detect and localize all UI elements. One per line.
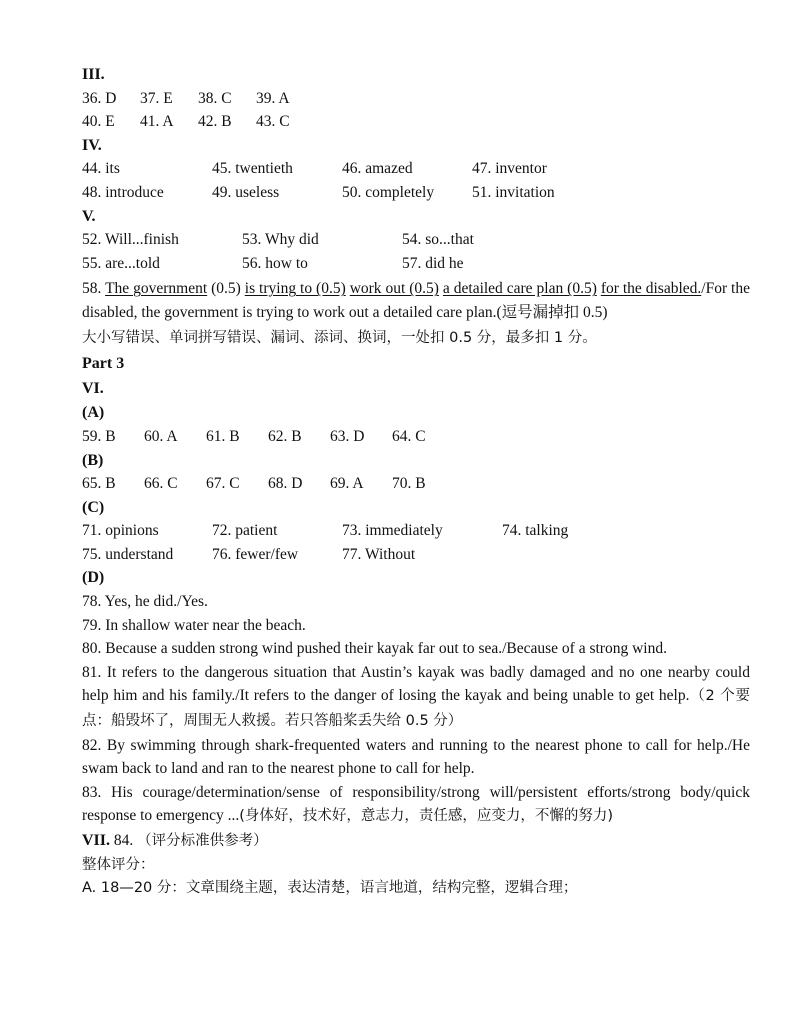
grading-note: （评分标准供参考） [137, 833, 268, 849]
answer-73: 73. immediately [342, 522, 443, 540]
answer-64: 64. C [392, 427, 426, 445]
answer-38: 38. C [198, 89, 232, 107]
q58-part-phrase: work out (0.5) [349, 280, 439, 298]
answer-81 [82, 661, 750, 734]
section-heading-v: V. [82, 207, 96, 225]
answer-43: 43. C [256, 113, 290, 131]
answer-83 [82, 781, 750, 829]
subsection-heading-c: (C) [82, 498, 105, 516]
answer-82: 82. By swimming through shark-frequented waters and running to the nearest phone to call for help./He swam back to land and ran to the nearest phone to call for help. [82, 736, 750, 778]
subsection-heading-a: (A) [82, 404, 105, 422]
answer-55: 55. are...told [82, 254, 160, 272]
answer-42: 42. B [198, 113, 232, 131]
answer-51: 51. invitation [472, 183, 555, 201]
answer-45: 45. twentieth [212, 160, 293, 178]
grade-a-criteria: A. 18—20 分：文章围绕主题，表达清楚，语言地道，结构完整，逻辑合理； [82, 880, 578, 897]
q58-part-tail: for the disabled. [600, 280, 702, 298]
answer-row [82, 157, 750, 181]
subsection-heading-d: (D) [82, 569, 105, 587]
answer-63: 63. D [330, 427, 365, 445]
q58-part-verb: is trying to (0.5) [244, 280, 346, 298]
answer-37: 37. E [140, 89, 173, 107]
answer-row [82, 472, 750, 496]
answer-row [82, 519, 750, 543]
answer-68: 68. D [268, 475, 303, 493]
answer-80: 80. Because a sudden strong wind pushed their kayak far out to sea./Because of a strong wind. [82, 640, 667, 658]
answer-row [82, 228, 750, 252]
answer-54: 54. so...that [402, 231, 474, 249]
section-heading-vii: VII. [82, 832, 111, 849]
answer-60: 60. A [144, 427, 178, 445]
answer-44: 44. its [82, 160, 120, 178]
answer-46: 46. amazed [342, 160, 413, 178]
answer-row [82, 87, 750, 111]
answer-48: 48. introduce [82, 183, 164, 201]
answer-74: 74. talking [502, 522, 569, 540]
answer-65: 65. B [82, 475, 116, 493]
q58-score: (0.5) [211, 280, 241, 298]
section-heading-iii: III. [82, 66, 105, 83]
answer-81-text: 81. It refers to the dangerous situation that Austin’s kayak was badly damaged and no one nearby could help him and his family./It refers to the danger of losing the kayak and being unable to get help. [82, 663, 750, 705]
answer-40: 40. E [82, 113, 115, 131]
subsection-heading-b: (B) [82, 451, 104, 469]
answer-57: 57. did he [402, 254, 464, 272]
answer-83-note: (身体好，技术好，意志力，责任感，应变力，不懈的努力) [239, 808, 614, 825]
answer-79: 79. In shallow water near the beach. [82, 616, 306, 634]
answer-81-note: （2 个要点：船毁坏了，周围无人救援。若只答船桨丢失给 0.5 分） [82, 688, 750, 730]
answer-50: 50. completely [342, 183, 435, 201]
answer-58 [82, 277, 750, 324]
answer-49: 49. useless [212, 183, 280, 201]
answer-61: 61. B [206, 427, 240, 445]
answer-70: 70. B [392, 475, 426, 493]
question-84-number: 84. [113, 832, 134, 849]
answer-62: 62. B [268, 427, 302, 445]
answer-39: 39. A [256, 89, 290, 107]
answer-53: 53. Why did [242, 231, 319, 249]
answer-row [82, 181, 750, 205]
part-heading: Part 3 [82, 355, 125, 373]
answer-row [82, 110, 750, 134]
answer-row [82, 425, 750, 449]
answer-41: 41. A [140, 113, 174, 131]
q58-alternative: /For the disabled, the government is trying to work out a detailed care plan.(逗号漏掉扣 0.5) [82, 280, 750, 321]
q58-part-object: a detailed care plan (0.5) [442, 280, 597, 298]
answer-69: 69. A [330, 475, 364, 493]
answer-47: 47. inventor [472, 160, 547, 178]
section-heading-vi: VI. [82, 379, 104, 397]
q58-part-subject: The government [105, 280, 208, 298]
section-heading-iv: IV. [82, 136, 102, 154]
answer-row [82, 543, 750, 567]
answer-66: 66. C [144, 475, 178, 493]
overall-scoring-label: 整体评分： [82, 856, 155, 873]
answer-71: 71. opinions [82, 522, 159, 540]
writing-section [82, 829, 750, 854]
answer-77: 77. Without [342, 545, 416, 563]
answer-75: 75. understand [82, 545, 174, 563]
q58-number: 58. [82, 280, 102, 298]
answer-59: 59. B [82, 427, 116, 445]
answer-78: 78. Yes, he did./Yes. [82, 593, 208, 611]
scoring-rule: 大小写错误、单词拼写错误、漏词、添词、换词，一处扣 0.5 分，最多扣 1 分。 [82, 329, 597, 346]
answer-83-text: 83. His courage/determination/sense of responsibility/strong will/persistent efforts/strong body/quick response to emergency ... [82, 783, 750, 825]
answer-36: 36. D [82, 89, 117, 107]
answer-72: 72. patient [212, 522, 278, 540]
answer-row [82, 252, 750, 276]
answer-67: 67. C [206, 475, 240, 493]
answer-76: 76. fewer/few [212, 545, 299, 563]
answer-52: 52. Will...finish [82, 231, 179, 249]
answer-56: 56. how to [242, 254, 308, 272]
